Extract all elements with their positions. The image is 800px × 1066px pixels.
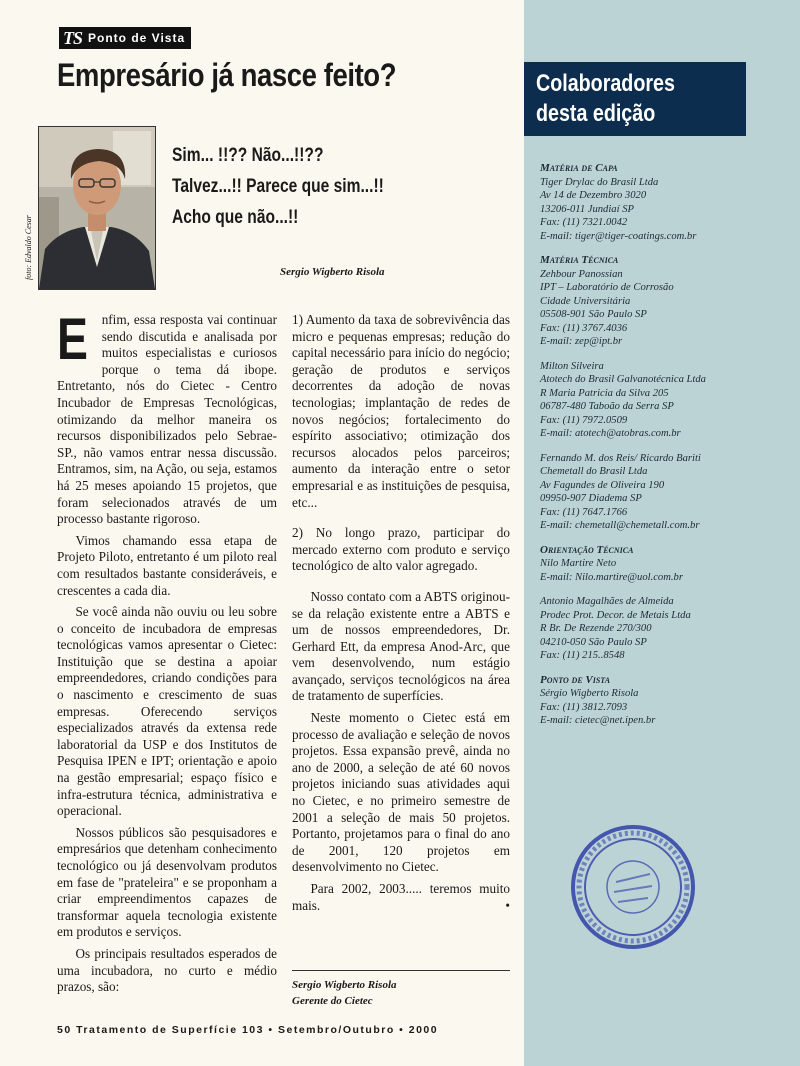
quote-line: Talvez...!! Parece que sim...!! xyxy=(172,176,384,197)
contact-entry xyxy=(540,254,790,349)
magazine-logo: TS xyxy=(63,27,83,48)
contact-line: Zehbour Panossian xyxy=(540,268,623,280)
contact-entry xyxy=(540,674,790,728)
paragraph: Para 2002, 2003..... teremos muito mais. • xyxy=(292,881,510,913)
contact-line: Prodec Prot. Decor. de Metais Ltda xyxy=(540,609,691,621)
paragraph: Nossos públicos são pesquisadores e empresários que detenham conhecimento tecnológico ou já desenvolvam produtos em fase de "prateleira" e se proponham a criar empreendimentos capazes de transformar aquela tecnologia existente em produtos e serviços. xyxy=(57,824,277,940)
sidebar-title-line: desta edição xyxy=(536,100,656,127)
author-photo xyxy=(38,126,156,290)
paragraph: Nosso contato com a ABTS originou-se da relação existente entre a ABTS e um de nossos empreendedores, Dr. Gerhard Ett, da empresa Anod-Arc, que vem desenvolvendo, num estágio avançado, serviços tecnológicos na área de tratamento de superfícies. xyxy=(292,588,510,704)
quote-line: Sim... !!?? Não...!!?? xyxy=(172,145,324,166)
paragraph: Se você ainda não ouviu ou leu sobre o conceito de incubadora de empresas tecnológicas vamos apresentar o Cietec: Instituição que se destina a apoiar empreendedores, criando condições para o nascimento e crescimento de suas empresas. Oferecendo serviços especializados através da extensa rede laboratorial da USP e dos Institutos de Pesquisa IPEN e IPT; orientação e apoio na gestão empresarial; espaço físico e infra-estrutura técnica, administrativa e operacional. xyxy=(57,604,277,819)
contact-line: E-mail: Nilo.martire@uol.com.br xyxy=(540,571,683,583)
contact-line: Nilo Martire Neto xyxy=(540,558,617,569)
contact-line: Fax: (11) 3812.7093 xyxy=(540,701,628,713)
section-tag xyxy=(59,27,191,49)
contact-entry xyxy=(540,162,790,243)
pull-quote xyxy=(172,140,384,233)
article-headline: Empresário já nasce feito? xyxy=(57,57,397,93)
paragraph: Neste momento o Cietec está em processo de avaliação e seleção de novos projetos. Essa expansão prevê, ainda no ano de 2000, a seleção de até 60 novos projetos iniciando suas atividades aqui no Cietec, e no primeiro semestre de 2001 a seleção de mais 50 projetos. Portanto, projetamos para o final do ano de 2001, 120 projetos em desenvolvimento no Cietec. xyxy=(292,710,510,875)
contact-line: Milton Silveira xyxy=(540,360,604,372)
contact-line: R Maria Patricia da Silva 205 xyxy=(540,387,669,399)
contact-line: Cidade Universitária xyxy=(540,295,631,307)
paragraph: Os principais resultados esperados de uma incubadora, no curto e médio prazos, são: xyxy=(57,945,277,995)
quote-line: Acho que não...!! xyxy=(172,207,299,228)
contact-line: Fax: (11) 3767.4036 xyxy=(540,322,628,334)
contact-line: 06787-480 Taboão da Serra SP xyxy=(540,401,674,412)
page-footer: 50 Tratamento de Superfície 103 • Setembro/Outubro • 2000 xyxy=(57,1024,439,1036)
author-byline: Sergio Wigberto Risola xyxy=(280,266,385,278)
paragraph: E nfim, essa resposta vai continuar sendo discutida e analisada por muitos especialistas e curiosos porque o tema dá ibope. Entretanto, nós do Cietec - Centro Incubador de Empresas Tecnológicas, otimizando da melhor maneira os recursos disponibilizados pelo Sebrae-SP., não vamos entrar nessa discussão. Entramos, sim, na Ação, ou seja, estamos há 25 meses apoiando 15 projetos, que foram selecionados através de um processo bastante rigoroso. xyxy=(57,307,277,527)
contact-line: Antonio Magalhães de Almeida xyxy=(540,596,674,607)
article-column-right xyxy=(292,312,510,919)
contact-list xyxy=(540,162,790,739)
contact-line: Fax: (11) 7972.0509 xyxy=(540,414,628,426)
contact-line: IPT – Laboratório de Corrosão xyxy=(540,282,674,293)
contact-line: Tiger Drylac do Brasil Ltda xyxy=(540,176,659,188)
contact-line: 05508-901 São Paulo SP xyxy=(540,309,647,320)
contact-line: 13206-011 Jundiaí SP xyxy=(540,203,634,215)
contact-line: E-mail: tiger@tiger-coatings.com.br xyxy=(540,230,697,242)
contact-section-title: Matéria Técnica xyxy=(540,254,619,266)
contact-line: Fax: (11) 7321.0042 xyxy=(540,217,628,228)
drop-cap: E xyxy=(57,307,88,372)
official-stamp xyxy=(568,822,698,952)
signature xyxy=(292,970,510,1009)
contact-line: Chemetall do Brasil Ltda xyxy=(540,466,648,477)
contact-line: E-mail: atotech@atobras.com.br xyxy=(540,428,681,439)
contact-line: 09950-907 Diadema SP xyxy=(540,493,642,504)
contact-line: Fax: (11) 7647.1766 xyxy=(540,506,628,518)
sidebar-title-line: Colaboradores xyxy=(536,70,675,97)
contact-section-title: Orientação Técnica xyxy=(540,543,634,556)
contact-line: Fernando M. dos Reis/ Ricardo Bariti xyxy=(540,452,701,464)
list-item: 2) No longo prazo, participar do mercado externo com produto e serviço tecnológico de alto valor agregado. xyxy=(292,525,510,574)
contact-entry xyxy=(540,360,790,441)
contact-section-title: Matéria de Capa xyxy=(540,162,618,174)
contact-section-title: Ponto de Vista xyxy=(540,673,611,686)
contact-line: 04210-050 São Paulo SP xyxy=(540,636,647,648)
signature-name: Sergio Wigberto Risola xyxy=(292,979,397,991)
contact-line: E-mail: chemetall@chemetall.com.br xyxy=(540,520,700,531)
contact-line: Av 14 de Dezembro 3020 xyxy=(540,190,647,201)
contact-line: E-mail: zep@ipt.br xyxy=(540,336,623,347)
list-item: 1) Aumento da taxa de sobrevivência das micro e pequenas empresas; redução do capital necessário para início do negócio; geração de produtos e serviços decorrentes da adoção de novas tecnologias; implantação de redes de novos negócios; fortalecimento do espírito associativo; otimização dos recursos alocados pelos parceiros; aumento da interação entre o setor empresarial e as instituições de pesquisa, etc... xyxy=(292,312,510,510)
contact-line: Fax: (11) 215..8548 xyxy=(540,650,625,661)
contact-entry xyxy=(540,544,790,585)
article-column-left xyxy=(57,307,277,1001)
end-mark: • xyxy=(505,897,510,913)
contact-line: Sérgio Wigberto Risola xyxy=(540,688,639,699)
signature-role: Gerente do Cietec xyxy=(292,995,373,1007)
contact-line: R Br. De Rezende 270/300 xyxy=(540,623,652,634)
contact-line: Av Fagundes de Oliveira 190 xyxy=(540,479,665,491)
contact-line: E-mail: cietec@net.ipen.br xyxy=(540,715,656,726)
section-label: Ponto de Vista xyxy=(88,31,186,45)
contact-line: Atotech do Brasil Galvanotécnica Ltda xyxy=(540,374,706,385)
contact-entry xyxy=(540,452,790,533)
photo-credit: foto: Edvaldo Cesar xyxy=(24,215,33,280)
paragraph: Vimos chamando essa etapa de Projeto Piloto, entretanto é um piloto real com resultados bastante consideráveis, e crescentes a cada dia. xyxy=(57,532,277,598)
sidebar-title xyxy=(524,62,746,136)
contact-entry xyxy=(540,595,790,663)
